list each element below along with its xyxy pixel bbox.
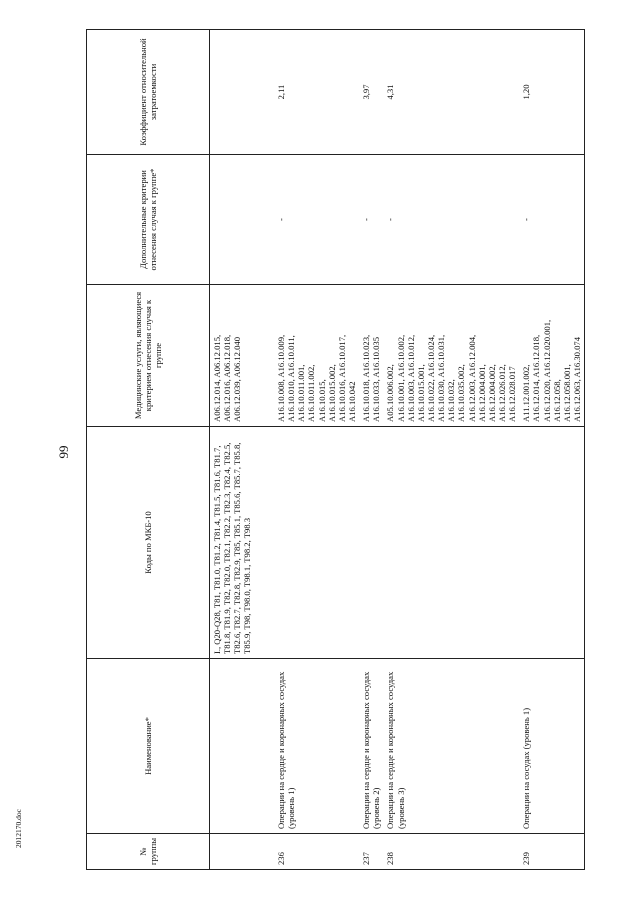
cell-name [210, 659, 275, 834]
service-line: A16.10.035.002, [456, 364, 467, 422]
header-name: Наименование* [87, 659, 210, 834]
service-line: A16.12.028.017 [507, 366, 518, 422]
service-line: A16.12.003, A16.12.004, [466, 334, 477, 422]
service-line: A16.12.004.002, [486, 364, 497, 422]
cell-extra-criteria: - [383, 155, 519, 285]
cell-group-no: 238 [383, 834, 519, 870]
header-icd-codes: Коды по МКБ-10 [87, 427, 210, 659]
service-line: A16.10.008, A16.10.009, [276, 334, 286, 422]
cell-name: Операции на сосудах (уровень 1) [519, 659, 584, 834]
service-line: A06.12.014, A06.12.015, [212, 334, 222, 422]
cell-extra-criteria [210, 155, 275, 285]
service-line: A11.12.001.002, [521, 364, 532, 422]
service-line: A16.10.015.001, [415, 364, 426, 422]
header-coefficient: Коэффициент относительной затратоемкости [87, 30, 210, 155]
footer-filename: 2012170.doc [14, 809, 23, 848]
table-row [383, 30, 519, 870]
service-line: A06.12.039, A06.12.040 [232, 337, 243, 422]
header-group-no: № группы [87, 834, 210, 870]
service-line: A16.12.020, A16.12.020.001, [541, 319, 552, 422]
cell-extra-criteria: - [359, 155, 383, 285]
cell-coefficient: 4,31 [383, 30, 519, 155]
header-extra-criteria: Дополнительные критерии отнесения случая к группе* [87, 155, 210, 285]
table-row [359, 30, 383, 870]
cell-coefficient: 2,11 [274, 30, 359, 155]
rotated-table-container [86, 30, 582, 870]
service-line: A16.10.011.001, [296, 364, 307, 422]
service-line: A16.10.032, [446, 379, 457, 422]
service-line: A16.12.063, A16.30.074 [571, 337, 582, 422]
service-line: A16.10.003, A16.10.012, [405, 334, 416, 422]
service-line: A16.10.011.002, [306, 364, 317, 422]
service-line: A16.10.001, A16.10.002, [395, 334, 406, 422]
cell-coefficient: 1,20 [519, 30, 584, 155]
service-line: A16.12.058.001, [561, 364, 572, 422]
cell-group-no [210, 834, 275, 870]
cell-coefficient [210, 30, 275, 155]
cell-icd-codes [519, 427, 584, 659]
cell-group-no: 237 [359, 834, 383, 870]
service-line: A16.10.015.002, [326, 364, 337, 422]
service-line: A16.12.058, [551, 379, 562, 422]
cell-services [519, 285, 584, 427]
service-line: A16.10.042 [346, 381, 357, 422]
table-header-row [87, 30, 210, 870]
table-row [210, 30, 275, 870]
cell-extra-criteria: - [519, 155, 584, 285]
service-line: A16.10.015, [316, 379, 327, 422]
cell-services [359, 285, 383, 427]
cell-services [274, 285, 359, 427]
cell-coefficient: 3,97 [359, 30, 383, 155]
cell-group-no: 236 [274, 834, 359, 870]
cell-name: Операции на сердце и коронарных сосудах (уровень 1) [274, 659, 359, 834]
cell-name: Операции на сердце и коронарных сосудах (уровень 3) [383, 659, 519, 834]
cell-services [383, 285, 519, 427]
cell-icd-codes: I., Q20-Q28, T81, T81.0, T81.2, T81.4, T81.5, T81.6, T81.7, T81.8, T81.9, T82, T82.0, T82.1, T82.2, T82.3, T82.4, T82.5, T82.6, T82.7, T82.8, T82.9, T85, T85.1, T85.6, T85.7, T85.8, T85.9, T98, T98.0, T98.1, T98.2, T98.3 [210, 427, 275, 659]
service-line: A16.10.030, A16.10.031, [436, 334, 447, 422]
table-row [519, 30, 584, 870]
ksg-table [86, 29, 585, 870]
cell-icd-codes [274, 427, 359, 659]
table-row [274, 30, 359, 870]
service-line: A16.10.016, A16.10.017, [336, 334, 347, 422]
service-line: A16.12.004.001, [476, 364, 487, 422]
service-line: A16.10.018, A16.10.023, [361, 334, 372, 422]
cell-group-no: 239 [519, 834, 584, 870]
cell-extra-criteria: - [274, 155, 359, 285]
service-line: A16.10.033, A16.10.035 [371, 337, 382, 422]
cell-name: Операции на сердце и коронарных сосудах (уровень 2) [359, 659, 383, 834]
cell-icd-codes [383, 427, 519, 659]
service-line: A16.10.010, A16.10.011, [286, 335, 297, 422]
service-line: A06.12.016, A06.12.018, [222, 334, 233, 422]
page-number: 99 [56, 445, 71, 459]
service-line: A05.10.006.002, [385, 364, 396, 422]
service-line: A16.12.014, A16.12.018, [531, 334, 542, 422]
header-services: Медицинские услуги, являющиеся критерием отнесения случая к группе [87, 285, 210, 427]
cell-services [210, 285, 275, 427]
cell-icd-codes [359, 427, 383, 659]
service-line: A16.12.026.012, [496, 364, 507, 422]
service-line: A16.10.022, A16.10.024, [425, 334, 436, 422]
